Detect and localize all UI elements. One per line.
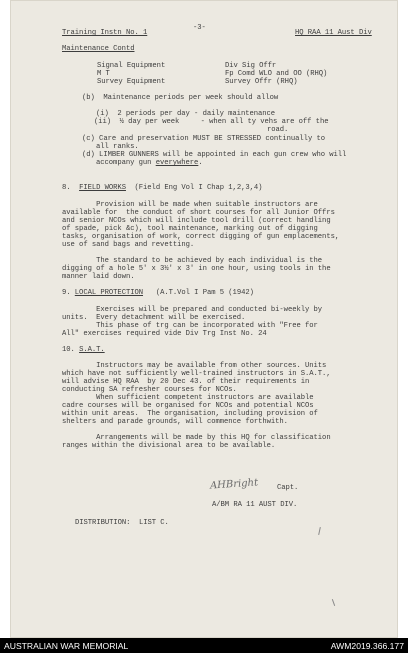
item-b-ii: (ii) ½ day per week - when all ty vehs are off the <box>94 118 329 126</box>
section-10-para-line: ranges within the divisional area to be available. <box>62 442 276 450</box>
section-9-para-line: All" exercises required vide Div Trg Inst No. 24 <box>62 330 267 338</box>
section-9-title: LOCAL PROTECTION <box>74 289 144 297</box>
item-c-cont: all ranks. <box>96 143 139 151</box>
section-9-para-line: This phase of trg can be incorporated with "Free for <box>62 322 318 330</box>
section-8-para-line: The standard to be achieved by each individual is the <box>62 257 323 265</box>
pen-mark <box>332 599 335 606</box>
section-8-para-line: tasks, organisation of work, correct digging of gun emplacements, <box>62 233 340 241</box>
section-9-para-line: units. Every detachment will be exercised. <box>62 314 246 322</box>
signatory-rank: Capt. <box>277 484 299 492</box>
distribution-list: DISTRIBUTION: LIST C. <box>75 519 169 527</box>
pen-mark <box>318 527 321 535</box>
section-10-heading: 10. S.A.T. <box>62 346 105 354</box>
maintenance-item: Signal Equipment <box>97 62 166 70</box>
section-8-para-line: of spade, pick &c), tool maintenance, marking out of digging <box>62 225 318 233</box>
archive-footer-bar <box>0 638 408 653</box>
section-8-para-line: available for the conduct of short courses for all Junior Offrs <box>62 209 335 217</box>
section-10-para-line: When sufficient competent instructors are available <box>62 394 314 402</box>
section-10-para-line: Arrangements will be made by this HQ for classification <box>62 434 331 442</box>
archive-name: AUSTRALIAN WAR MEMORIAL <box>4 640 129 651</box>
originating-hq: HQ RAA 11 Aust Div <box>295 29 372 37</box>
page-number: -3- <box>193 24 206 32</box>
handwritten-signature: AHBright <box>209 477 259 492</box>
emphasis-everywhere: everywhere <box>155 159 199 167</box>
item-c: (c) Care and preservation MUST BE STRESSED continually to <box>82 135 326 143</box>
item-b-ii-cont: road. <box>267 126 289 134</box>
maintenance-item: Survey Equipment <box>97 78 166 86</box>
section-8-title: FIELD WORKS <box>79 184 126 192</box>
item-d: (d) LIMBER GUNNERS will be appointed in each gun crew who will <box>82 151 347 159</box>
section-8-para-line: and senior NCOs which will include tool drill (correct handling <box>62 217 331 225</box>
section-10-para-line: Instructors may be available from other sources. Units <box>62 362 327 370</box>
section-10-para-line: within unit areas. The organisation, including provision of <box>62 410 318 418</box>
section-8-reference: (Field Eng Vol I Chap 1,2,3,4) <box>134 184 263 192</box>
item-d-cont: accompany gun everywhere. <box>96 159 203 167</box>
section-10-title: S.A.T. <box>79 346 105 354</box>
section-8-para-line: Provision will be made when suitable instructors are <box>62 201 318 209</box>
maintenance-responsible: Fp Comd WLO and OO (RHQ) <box>225 70 328 78</box>
item-b-i: (i) 2 periods per day - daily maintenance <box>96 110 276 118</box>
archive-accession-number: AWM2019.366.177 <box>330 640 404 651</box>
section-10-para-line: which have not sufficiently well-trained instructors in S.A.T., <box>62 370 331 378</box>
maintenance-responsible: Div Sig Offr <box>225 62 277 70</box>
maintenance-responsible: Survey Offr (RHQ) <box>225 78 298 86</box>
signatory-appointment: A/BM RA 11 AUST DIV. <box>212 501 298 509</box>
section-8-para-line: use of sand bags and revetting. <box>62 241 195 249</box>
section-8-heading: 8. FIELD WORKS (Field Eng Vol I Chap 1,2,3,4) <box>62 184 263 192</box>
section-10-para-line: will advise HQ RAA by 20 Dec 43. of their requirements in <box>62 378 310 386</box>
section-9-heading: 9. LOCAL PROTECTION (A.T.Vol I Pam 5 (1942) <box>62 289 254 297</box>
section-10-para-line: cadre courses will be organised for NCOs and potential NCOs <box>62 402 314 410</box>
maintenance-item: M T <box>97 70 110 78</box>
section-8-para-line: manner laid down. <box>62 273 135 281</box>
section-10-para-line: conducting SA refresher courses for NCOs. <box>62 386 237 394</box>
instruction-reference: Training Instn No. 1 <box>62 29 148 37</box>
section-9-para-line: Exercises will be prepared and conducted bi-weekly by <box>62 306 323 314</box>
section-9-reference: (A.T.Vol I Pam 5 (1942) <box>155 289 254 297</box>
document-page <box>10 0 398 638</box>
item-b-heading: (b) Maintenance periods per week should allow <box>82 94 279 102</box>
section-10-para-line: shelters and parade grounds, will commence forthwith. <box>62 418 288 426</box>
maintenance-heading: Maintenance Contd <box>62 45 135 53</box>
section-8-para-line: digging of a hole 5' x 3½' x 3' in one hour, using tools in the <box>62 265 331 273</box>
